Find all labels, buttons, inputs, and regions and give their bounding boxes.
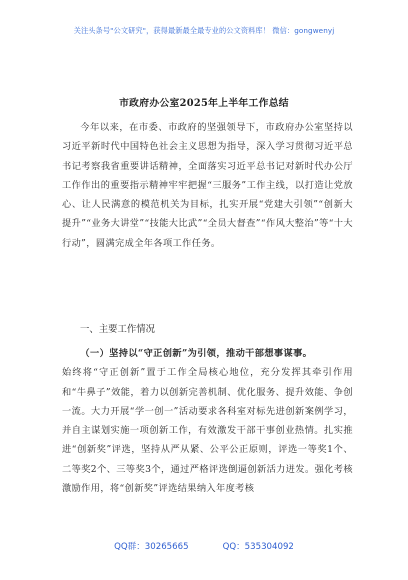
subsection-heading: （一）坚持以“守正创新”为引领，推动干部想事谋事。 bbox=[80, 348, 313, 359]
subsection-body: 始终将“守正创新”置于工作全局核心地位，充分发挥其牵引作用和“牛鼻子”效能，着力以创新完善机制、优化服务、提升效能、争创一流。大力开展“学一创一”活动要求各科室对标先进创新案例学习，并自主谋划实施一项创新工作，有效激发干部干事创业热情。扎实推进“创新奖”评选，坚持从严从紧、公平公正原则，评选一等奖1个、二等奖2个、三等奖3个，通过严格评选倒逼创新活力迸发。强化考核激励作用，将“创新奖”评选结果纳入年度考核 bbox=[62, 367, 353, 495]
section-heading: 一、主要工作情况 bbox=[80, 324, 156, 335]
intro-paragraph: 今年以来，在市委、市政府的坚强领导下，市政府办公室坚持以习近平新时代中国特色社会主义思想为指导，深入学习贯彻习近平总书记考察我省重要讲话精神，全面落实习近平总书记对新时代办公厅工作作出的重要指示精神牢牢把握“三服务”工作主线，以打造让党放心、让人民满意的模范机关为目标，扎实开展“党建大引领”“创新大提升”“业务大讲堂”“技能大比武”“全员大督查”“作风大整治”等“十大行动”，圆满完成全年各项工作任务。 bbox=[62, 122, 353, 249]
qq-group: QQ群：30265665 bbox=[114, 542, 189, 552]
qq-number: QQ：535304092 bbox=[222, 542, 294, 552]
subsection-block bbox=[62, 344, 353, 498]
promo-banner: 关注头条号"公文研究"，获得最新最全最专业的公文资料库！ 微信：gongwenyj bbox=[73, 26, 335, 35]
document-title: 市政府办公室2025年上半年工作总结 bbox=[119, 98, 289, 109]
intro-block bbox=[62, 118, 353, 253]
contact-footer bbox=[0, 540, 408, 552]
